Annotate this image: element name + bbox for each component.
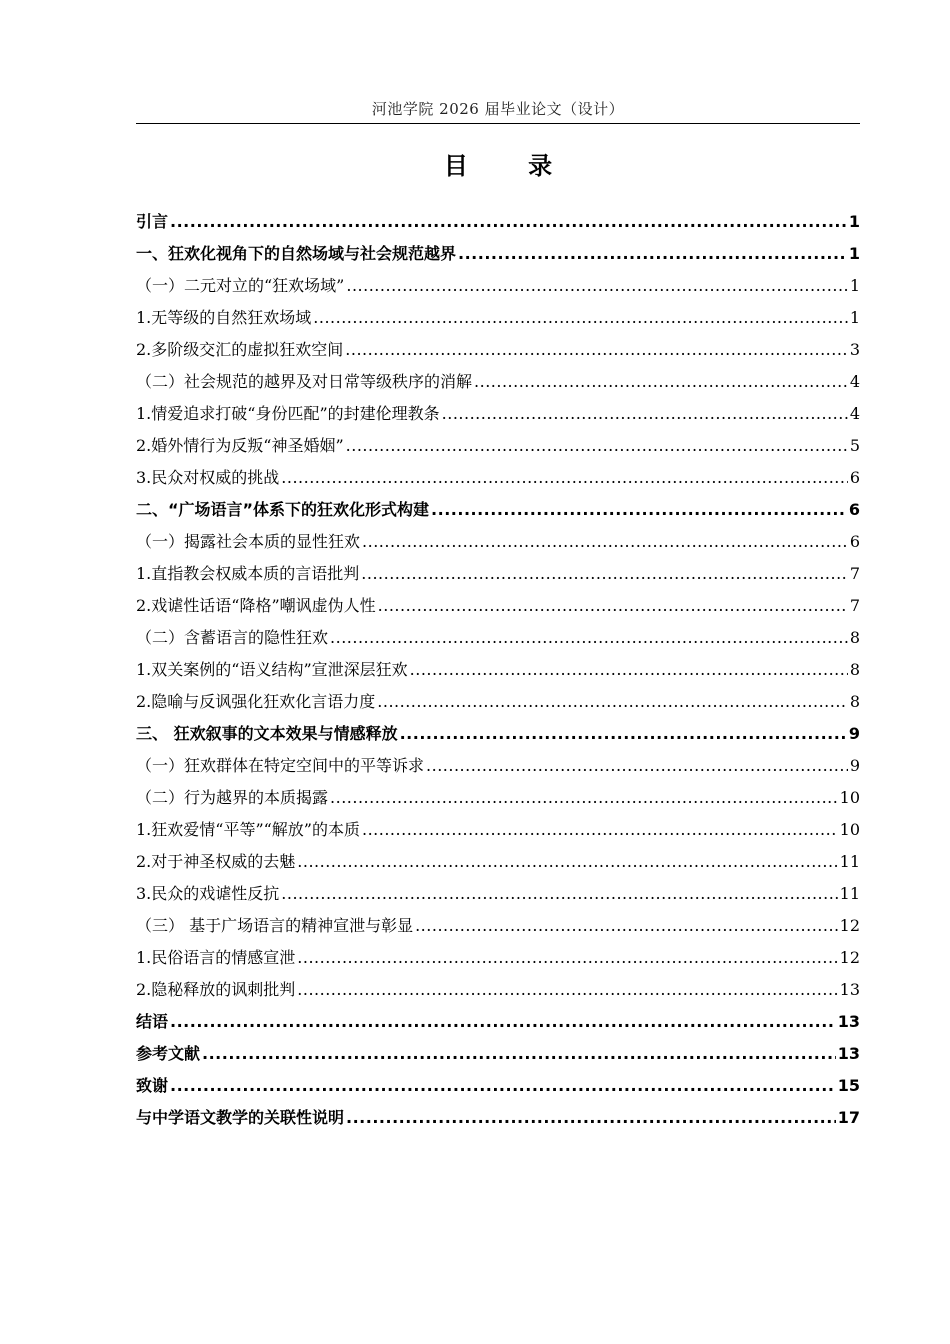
- toc-entry[interactable]: [136, 878, 860, 910]
- toc-dot-leader: [297, 942, 837, 974]
- toc-dot-leader: [202, 1038, 836, 1070]
- toc-dot-leader: [281, 462, 848, 494]
- toc-entry-page-number: 12: [839, 948, 860, 967]
- toc-dot-leader: [346, 1102, 836, 1134]
- toc-entry-label: 1.直指教会权威本质的言语批判: [136, 564, 360, 583]
- toc-title: 目 录: [443, 152, 579, 180]
- toc-entry-label: （一）揭露社会本质的显性狂欢: [136, 532, 361, 551]
- running-header: 河池学院 2026 届毕业论文（设计）: [371, 100, 625, 118]
- toc-entry[interactable]: [136, 462, 860, 494]
- toc-entry-label: 2.多阶级交汇的虚拟狂欢空间: [136, 340, 344, 359]
- toc-entry-label: （一）狂欢群体在特定空间中的平等诉求: [136, 756, 425, 775]
- toc-entry-label: 二、“广场语言”体系下的狂欢化形式构建: [136, 500, 430, 519]
- toc-entry-page-number: 9: [849, 756, 860, 775]
- toc-entry[interactable]: [136, 590, 860, 622]
- toc-entry[interactable]: [136, 750, 860, 782]
- toc-entry-page-number: 11: [839, 884, 860, 903]
- toc-entry[interactable]: [136, 1038, 860, 1070]
- toc-entry-page-number: 8: [849, 660, 860, 679]
- toc-entry-page-number: 1: [848, 212, 860, 231]
- toc-entry-page-number: 7: [849, 564, 860, 583]
- toc-entry-label: 1.民俗语言的情感宣泄: [136, 948, 296, 967]
- toc-entry-label: 1.情爱追求打破“身份匹配”的封建伦理教条: [136, 404, 440, 423]
- toc-entry[interactable]: [136, 302, 860, 334]
- toc-entry[interactable]: [136, 654, 860, 686]
- toc-entry-page-number: 13: [837, 1044, 860, 1063]
- toc-dot-leader: [297, 974, 837, 1006]
- toc-entry-label: 一、狂欢化视角下的自然场域与社会规范越界: [136, 244, 457, 263]
- toc-entry-label: 2.婚外情行为反叛“神圣婚姻”: [136, 436, 344, 455]
- toc-dot-leader: [442, 398, 848, 430]
- toc-entry-page-number: 1: [848, 244, 860, 263]
- toc-entry-label: 引言: [136, 212, 169, 231]
- toc-dot-leader: [170, 1006, 836, 1038]
- toc-entry-label: （三） 基于广场语言的精神宣泄与彰显: [136, 916, 414, 935]
- toc-entry[interactable]: [136, 622, 860, 654]
- toc-entry-page-number: 17: [837, 1108, 860, 1127]
- toc-entry[interactable]: [136, 558, 860, 590]
- toc-entry-page-number: 7: [849, 596, 860, 615]
- toc-entry-label: 致谢: [136, 1076, 169, 1095]
- toc-entry-page-number: 8: [849, 628, 860, 647]
- toc-dot-leader: [426, 750, 848, 782]
- toc-entry-page-number: 15: [837, 1076, 860, 1095]
- toc-dot-leader: [362, 526, 848, 558]
- toc-dot-leader: [345, 334, 848, 366]
- toc-dot-leader: [431, 494, 847, 526]
- toc-dot-leader: [415, 910, 838, 942]
- toc-entry[interactable]: [136, 782, 860, 814]
- toc-dot-leader: [330, 782, 838, 814]
- toc-dot-leader: [346, 270, 847, 302]
- toc-entry-label: （二）行为越界的本质揭露: [136, 788, 329, 807]
- toc-entry-label: 结语: [136, 1012, 169, 1031]
- toc-entry-page-number: 4: [849, 404, 860, 423]
- toc-entry-page-number: 6: [849, 468, 860, 487]
- toc-entry-page-number: 13: [837, 1012, 860, 1031]
- toc-entry[interactable]: [136, 718, 860, 750]
- toc-entry-page-number: 5: [849, 436, 860, 455]
- toc-entry[interactable]: [136, 430, 860, 462]
- toc-dot-leader: [330, 622, 848, 654]
- toc-dot-leader: [410, 654, 848, 686]
- toc-entry-label: 1.双关案例的“语义结构”宣泄深层狂欢: [136, 660, 408, 679]
- toc-dot-leader: [377, 686, 848, 718]
- toc-entry[interactable]: [136, 1070, 860, 1102]
- toc-entry-page-number: 1: [849, 276, 860, 295]
- toc-entry-page-number: 3: [849, 340, 860, 359]
- toc-entry-page-number: 13: [839, 980, 860, 999]
- toc-entry[interactable]: [136, 846, 860, 878]
- toc-dot-leader: [170, 206, 847, 238]
- toc-entry-label: 3.民众的戏谑性反抗: [136, 884, 280, 903]
- toc-dot-leader: [458, 238, 847, 270]
- toc-entry[interactable]: [136, 206, 860, 238]
- toc-entry-label: 2.隐秘释放的讽刺批判: [136, 980, 296, 999]
- toc-entry-page-number: 1: [849, 308, 860, 327]
- toc-entry-page-number: 11: [839, 852, 860, 871]
- toc-entry[interactable]: [136, 942, 860, 974]
- toc-dot-leader: [281, 878, 837, 910]
- toc-entry[interactable]: [136, 686, 860, 718]
- toc-entry[interactable]: [136, 366, 860, 398]
- toc-dot-leader: [170, 1070, 836, 1102]
- toc-entry-page-number: 9: [848, 724, 860, 743]
- toc-dot-leader: [400, 718, 847, 750]
- toc-dot-leader: [378, 590, 848, 622]
- toc-entry[interactable]: [136, 494, 860, 526]
- toc-entry-page-number: 10: [839, 820, 860, 839]
- toc-entry-label: 2.对于神圣权威的去魅: [136, 852, 296, 871]
- toc-entry[interactable]: [136, 334, 860, 366]
- toc-entry-label: （一）二元对立的“狂欢场域”: [136, 276, 345, 295]
- toc-entry[interactable]: [136, 398, 860, 430]
- toc-entry-label: 与中学语文教学的关联性说明: [136, 1108, 345, 1127]
- toc-entry[interactable]: [136, 910, 860, 942]
- toc-entry-label: （二）社会规范的越界及对日常等级秩序的消解: [136, 372, 473, 391]
- toc-entry[interactable]: [136, 1102, 860, 1134]
- toc-entry-label: 2.戏谑性话语“降格”嘲讽虚伪人性: [136, 596, 376, 615]
- toc-entry[interactable]: [136, 526, 860, 558]
- toc-entry-label: （二）含蓄语言的隐性狂欢: [136, 628, 329, 647]
- header-rule: [136, 123, 860, 124]
- toc-entry-page-number: 8: [849, 692, 860, 711]
- toc-entry-page-number: 10: [839, 788, 860, 807]
- table-of-contents: [136, 206, 860, 1134]
- toc-entry[interactable]: [136, 270, 860, 302]
- toc-entry-label: 3.民众对权威的挑战: [136, 468, 280, 487]
- toc-dot-leader: [361, 558, 848, 590]
- toc-dot-leader: [346, 430, 848, 462]
- toc-entry-page-number: 4: [849, 372, 860, 391]
- toc-dot-leader: [313, 302, 848, 334]
- toc-entry[interactable]: [136, 1006, 860, 1038]
- toc-entry-label: 参考文献: [136, 1044, 201, 1063]
- toc-dot-leader: [362, 814, 838, 846]
- toc-entry[interactable]: [136, 238, 860, 270]
- toc-entry[interactable]: [136, 974, 860, 1006]
- toc-dot-leader: [474, 366, 848, 398]
- toc-entry[interactable]: [136, 814, 860, 846]
- toc-entry-label: 1.狂欢爱情“平等”“解放”的本质: [136, 820, 360, 839]
- toc-entry-label: 三、 狂欢叙事的文本效果与情感释放: [136, 724, 398, 743]
- toc-entry-page-number: 12: [839, 916, 860, 935]
- toc-entry-label: 2.隐喻与反讽强化狂欢化言语力度: [136, 692, 376, 711]
- toc-dot-leader: [297, 846, 837, 878]
- toc-entry-label: 1.无等级的自然狂欢场域: [136, 308, 312, 327]
- toc-entry-page-number: 6: [848, 500, 860, 519]
- toc-entry-page-number: 6: [849, 532, 860, 551]
